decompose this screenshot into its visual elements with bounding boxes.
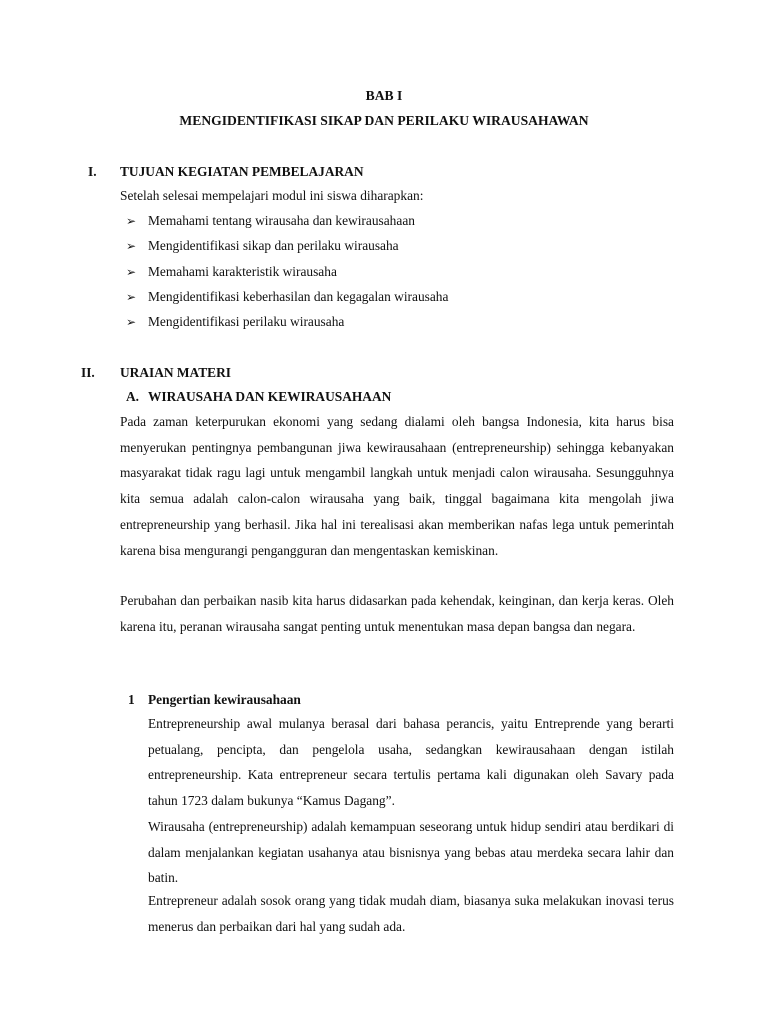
section2-number: II. (81, 365, 95, 380)
list-item (126, 263, 448, 288)
list-item-text: Mengidentifikasi perilaku wirausaha (148, 314, 345, 330)
list-item-text: Memahami tentang wirausaha dan kewirausahaan (148, 213, 415, 228)
list-item (126, 212, 448, 237)
point1-number: 1 (128, 692, 135, 707)
body-paragraph: Pada zaman keterpurukan ekonomi yang sedang dialami oleh bangsa Indonesia, kita harus bisa menyerukan pentingnya pembangunan jiwa kewirausahaan (entrepreneurship) sehingga kebanyakan masyarakat tidak ragu lagi untuk mengambil langkah untuk menjadi calon wirausaha. Sesungguhnya kita semua adalah calon-calon wirausaha yang baik, tinggal bagaimana kita mengolah jiwa entrepreneurship yang berhasil. Jika hal ini terealisasi akan memberikan nafas lega untuk pemerintah karena bisa mengurangi pengangguran dan mengentaskan kemiskinan. (120, 414, 674, 558)
section1-intro: Setelah selesai mempelajari modul ini siswa diharapkan: (120, 188, 424, 203)
subsection-a-letter: A. (126, 389, 140, 404)
list-item (126, 313, 448, 338)
chapter-label: BAB I (365, 88, 403, 103)
section1-number: I. (88, 164, 97, 179)
objectives-list (126, 212, 448, 338)
body-paragraph: Perubahan dan perbaikan nasib kita harus didasarkan pada kehendak, keinginan, dan kerja keras. Oleh karena itu, peranan wirausaha sangat penting untuk menentukan masa depan bangsa dan negara. (120, 593, 674, 634)
list-item-text: Mengidentifikasi sikap dan perilaku wirausaha (148, 238, 399, 254)
list-item-text: Memahami karakteristik wirausaha (148, 263, 337, 279)
arrow-bullet-icon: ➢ (126, 264, 137, 279)
list-item-text: Mengidentifikasi keberhasilan dan kegagalan wirausaha (148, 288, 449, 304)
chapter-title: MENGIDENTIFIKASI SIKAP DAN PERILAKU WIRAUSAHAWAN (179, 113, 589, 128)
point1-heading: Pengertian kewirausahaan (148, 692, 301, 707)
body-paragraph: Entrepreneur adalah sosok orang yang tidak mudah diam, biasanya suka melakukan inovasi terus menerus dan perbaikan dari hal yang sudah ada. (148, 893, 674, 934)
body-paragraph: Wirausaha (entrepreneurship) adalah kemampuan seseorang untuk hidup sendiri atau berdikari di dalam menjalankan kegiatan usahanya atau bisnisnya yang bebas atau merdeka secara lahir dan batin. (148, 819, 674, 886)
body-paragraph: Entrepreneurship awal mulanya berasal dari bahasa perancis, yaitu Entreprende yang berarti petualang, pencipta, dan pengelola usaha, sedangkan kewirausahaan dengan istilah entrepreneurship. Kata entrepreneur secara tertulis pertama kali digunakan oleh Savary pada tahun 1723 dalam bukunya “Kamus Dagang”. (148, 716, 674, 809)
list-item (126, 288, 448, 313)
section2-heading: URAIAN MATERI (120, 365, 231, 380)
arrow-bullet-icon: ➢ (126, 289, 137, 304)
arrow-bullet-icon: ➢ (126, 239, 137, 254)
arrow-bullet-icon: ➢ (126, 315, 137, 330)
subsection-a-heading: WIRAUSAHA DAN KEWIRAUSAHAAN (148, 389, 392, 404)
arrow-bullet-icon: ➢ (126, 214, 137, 228)
section1-heading: TUJUAN KEGIATAN PEMBELAJARAN (120, 164, 364, 179)
list-item (126, 237, 448, 262)
